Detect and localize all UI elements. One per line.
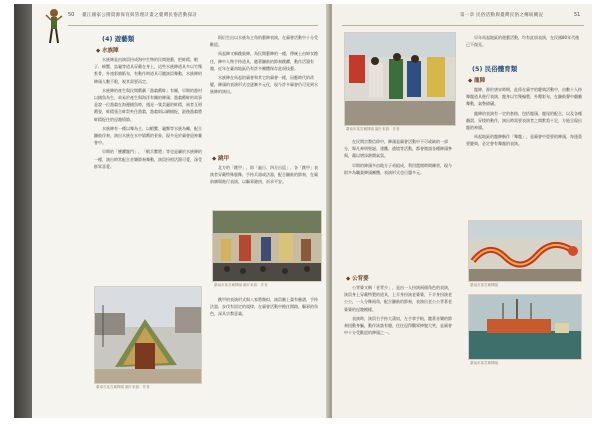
running-header: 第一章 民俗活動與臺灣民俗之傳統概況 [460, 13, 544, 18]
page-number: 50 [68, 12, 75, 18]
header-rule [68, 25, 318, 26]
photo-caption: 臺南市某宮廟陣頭 [470, 361, 498, 365]
paragraph: 早期的「鯉躍龍門」、「蝦兵蟹將」等也是屬於水族陣的一種，演出時常配合音樂節奏舞動，演員扮相活潑可愛，深受群眾喜愛。 [94, 149, 202, 169]
photo-aquatic-troupe [94, 286, 202, 384]
photo-caption: 臺南市某宮廟陣頭 圖片來源：作者 [214, 283, 268, 287]
paragraph: 早期的陣頭多由地方子弟組成，利用農閒時間練習，現今則多為職業陣頭團體，表演形式也日趨多元。 [344, 162, 452, 175]
text-column [210, 296, 320, 320]
subheading-leap-armor: ◆ 跳甲 [212, 156, 230, 162]
paragraph: 水族陣的產生與民間戲劇「漁翁戲蚌」有關，早期的漁村以捕魚為生，故易於產生與海洋有關的陣頭；漁翁戲蚌的故事是說一位漁翁在海邊捕魚時，遇見一隻美麗的蚌精，兩者互相戲耍，蚌精張合蚌殼夾住漁翁，漁翁則以網捕捉，最後漁翁將蚌精捉住的逗趣情節。 [94, 87, 202, 122]
paragraph: 則衍生出以水族為主角的藝陣表演，在廟會活動中十分受歡迎。 [210, 35, 318, 48]
photo-temple-procession [212, 210, 322, 282]
section-title: (5) 民俗體育類 [472, 65, 518, 73]
photo-costumed-troupe [344, 32, 456, 126]
paragraph: 龍陣，源於唐宋時期，此係在廟宇的慶典活動中，由數十人持舞龍道具進行表演，龍身以竹篾編製，外覆彩布，在鑼鼓聲中翻騰舞動，氣勢磅礴。 [466, 87, 582, 107]
paragraph: 水族陣在馬起的廟會和其它的廟會一樣，因應時代的改變，陣頭的表演形式也逐漸多元化，現今許多廟會仍可見到水族陣的演出。 [210, 75, 318, 95]
subheading-dragon-troupe: ◆ 龍陣 [468, 78, 486, 84]
photo-boat-ceremony [468, 294, 582, 360]
subheading-old-carry-young: ◆ 公背婆 [346, 276, 369, 282]
paragraph: 馬起陣又稱跳鼓陣，為民間藝陣的一種，傳統上由婦女擔任，陣中人物手持道具，隨著鑼鼓的節奏跳躍，動作活潑有趣，近年在臺南地區仍有許多團體保存此項技藝。 [210, 51, 318, 71]
paragraph: 水族陣是由演員扮成海中生物的民間遊藝，把蚌精、蝦子、螃蟹、烏龜等道具穿戴在身上，這些水族陣道具多以竹篾紮骨、外裱彩繪紙布，有動作時道具可隨演員舞動，水族陣的陣頭人數不限，視其需要而定。 [94, 57, 202, 84]
paragraph: 表演時，演員右手持大蒲扇，左手拿手帕，隨著音樂的節奏扭動身軀，動作詼諧有趣，往往逗得觀眾捧腹大笑，是廟會中十分受歡迎的陣頭之一。 [344, 315, 452, 336]
paragraph: 龍陣的表演有一定的套路，包括龍頭、龍尾的配合，以及各種翻滾、穿梭的動作，演出時需要表演者之間默契十足，方能呈現出龍的神韻。 [466, 110, 582, 131]
paragraph: 水族陣有一種以舞為主，以蝦蟹、龜鱉等水族為輔，配合鑼鼓伴奏，演出水族在水中嬉戲的景象，現多見於廟會迎神賽會中。 [94, 125, 202, 146]
subheading-aquatic-troupe: ◆ 水族陣 [96, 48, 119, 54]
text-column [466, 86, 582, 150]
paragraph: 跳甲的表演形式與八家將類似，演員臉上畫有臉譜，手持法器，步伐有固定的規律，在廟會活動中擔任開路、驅邪的角色，深具宗教意義。 [210, 297, 318, 317]
paragraph: 公背婆又稱「老背少」，是由一人扮演兩個角色的表演，演員身上穿戴特製的道具，上半身扮演老婆婆，下半身扮演老公公，一人分飾兩角，配合鑼鼓的節奏，表演出老公公背著老婆婆的逗趣模樣。 [344, 285, 452, 312]
section-title: (4) 遊藝類 [102, 35, 135, 43]
paragraph: 在民間宗教信仰中，陣頭是廟會活動中不可或缺的一部分，舉凡神明聖誕、建醮、遶境等活動，都會邀請各種陣頭參與，藉以增添熱鬧氣氛。 [344, 139, 452, 159]
photo-caption: 臺南市某宮廟陣頭 圖片來源：作者 [346, 127, 400, 131]
text-column [210, 164, 320, 188]
text-column [466, 34, 582, 50]
text-column [94, 56, 202, 172]
left-page [32, 4, 328, 418]
book-edge [14, 4, 32, 418]
header-rule [342, 25, 584, 26]
running-header: 臺江國家公園資源保育與管理計畫之臺灣民俗活動探討 [82, 13, 198, 18]
text-column [210, 34, 320, 98]
page-number: 51 [574, 12, 581, 18]
photo-caption: 臺南市某宮廟陣頭 [470, 283, 498, 287]
book-spread [14, 4, 592, 418]
photo-caption: 臺南市某宮廟陣頭 圖片來源：作者 [96, 385, 150, 389]
photo-dragon-dance [468, 220, 582, 282]
paragraph: 早年馬起地區的遊藝活動，均有此項表演，在民國80年代後已不復見。 [466, 35, 580, 48]
text-column [344, 138, 454, 178]
paragraph: 北方的「跳甲」，即「遍日、四方出巡」，各「跳甲」表演者穿戴特殊服飾，手持兵器或法器，配合鑼鼓的節奏，在廟前廣場進行表演，以驅邪避凶、祈求平安。 [210, 165, 318, 185]
mascot-figure-icon [45, 7, 63, 47]
text-column [344, 284, 454, 338]
right-page [332, 4, 592, 418]
paragraph: 馬起地區的龍陣稱作「舞龍」，是廟會中重要的陣頭，每逢重要慶典，必定會有舞龍的表演。 [466, 134, 582, 147]
